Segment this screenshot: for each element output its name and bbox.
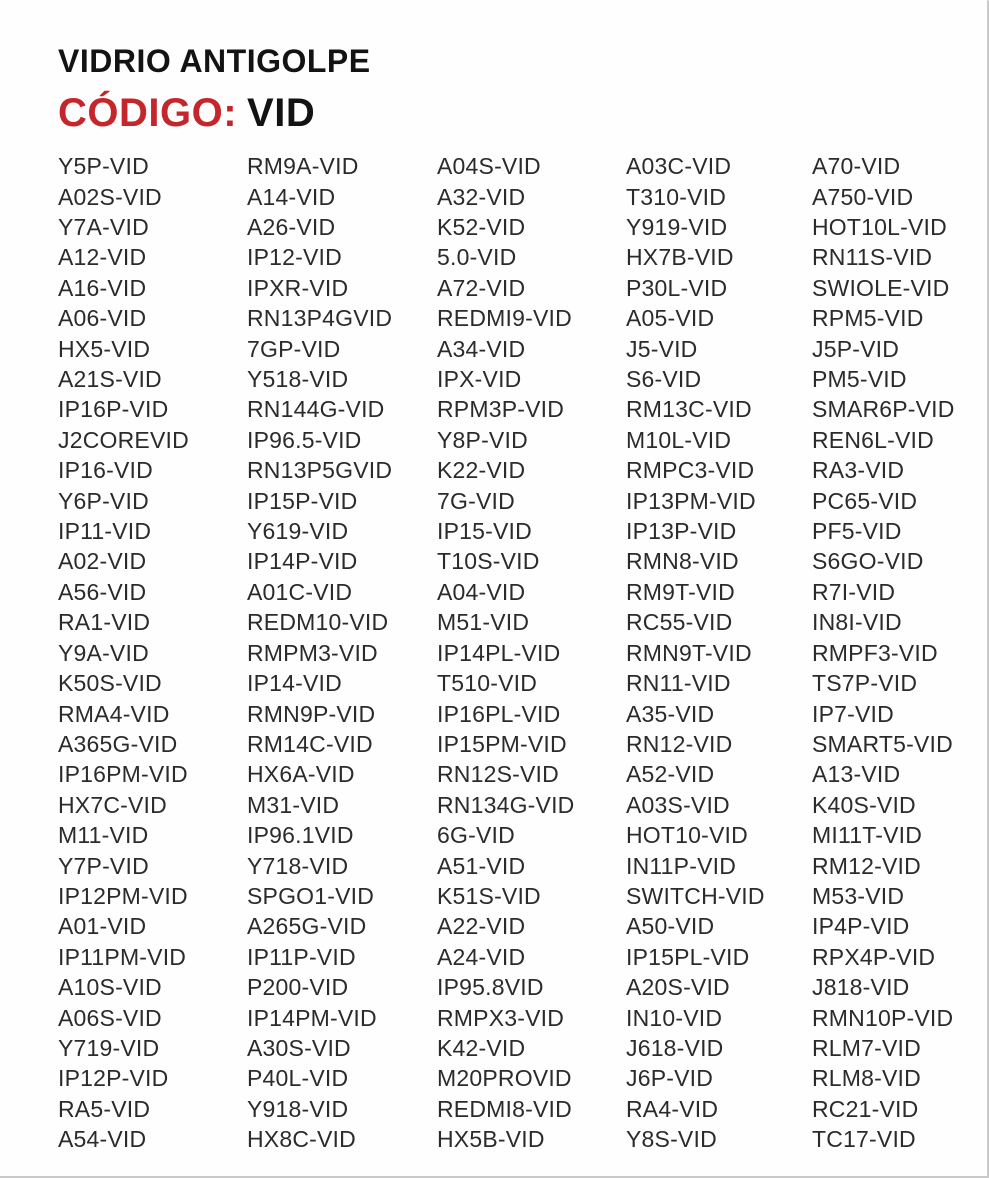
code-item: REDMI8-VID — [437, 1095, 572, 1122]
code-item: IP11P-VID — [247, 943, 356, 970]
code-label: CÓDIGO: — [58, 91, 238, 136]
code-item: IP15-VID — [437, 518, 532, 545]
code-item: K50S-VID — [58, 670, 162, 697]
code-item: A26-VID — [247, 214, 336, 240]
code-item: HX5B-VID — [437, 1126, 545, 1153]
code-item: IP12PM-VID — [58, 882, 188, 909]
code-item: Y619-VID — [247, 518, 349, 545]
code-item: A13-VID — [812, 761, 901, 788]
code-item: P40L-VID — [247, 1065, 349, 1092]
code-heading — [58, 91, 987, 136]
code-column-3 — [437, 151, 626, 1154]
code-item: J5P-VID — [812, 335, 900, 362]
code-item: A54-VID — [58, 1126, 147, 1153]
code-item: IP11PM-VID — [58, 943, 187, 970]
code-item: A14-VID — [247, 183, 336, 210]
code-item: 7G-VID — [437, 487, 515, 514]
code-item: IP95.8VID — [437, 974, 544, 1001]
code-item: Y919-VID — [626, 214, 728, 240]
code-item: HX8C-VID — [247, 1126, 356, 1153]
code-item: RLM8-VID — [812, 1065, 921, 1092]
code-item: IP15P-VID — [247, 487, 358, 514]
code-item: A06-VID — [58, 305, 147, 332]
code-item: Y7P-VID — [58, 852, 149, 879]
code-item: IP14PL-VID — [437, 639, 561, 666]
code-item: 7GP-VID — [247, 335, 341, 362]
code-item: HX6A-VID — [247, 761, 355, 788]
code-item: RMPX3-VID — [437, 1004, 565, 1031]
code-item: A24-VID — [437, 943, 526, 970]
code-item: Y918-VID — [247, 1095, 349, 1122]
code-item: A04S-VID — [437, 153, 541, 180]
code-item: RM9T-VID — [626, 578, 735, 605]
code-item: RC55-VID — [626, 609, 733, 636]
code-item: RMN10P-VID — [812, 1004, 954, 1031]
code-item: RN12-VID — [626, 730, 733, 757]
code-item: IP4P-VID — [812, 913, 910, 940]
code-item: IN11P-VID — [626, 852, 737, 879]
code-item: IP15PM-VID — [437, 730, 567, 757]
code-item: A51-VID — [437, 852, 526, 879]
code-item: K42-VID — [437, 1034, 526, 1061]
code-item: RM9A-VID — [247, 153, 359, 180]
code-item: J5-VID — [626, 335, 698, 362]
code-item: RM14C-VID — [247, 730, 373, 757]
codes-grid — [58, 151, 987, 1154]
code-item: HOT10L-VID — [812, 214, 947, 240]
code-item: Y718-VID — [247, 852, 349, 879]
code-item: RPX4P-VID — [812, 943, 936, 970]
code-item: RMN9T-VID — [626, 639, 752, 666]
code-item: Y8S-VID — [626, 1126, 717, 1153]
code-column-4 — [626, 151, 812, 1154]
code-item: T10S-VID — [437, 548, 540, 575]
code-item: MI11T-VID — [812, 822, 923, 849]
code-item: J618-VID — [626, 1034, 724, 1061]
code-item: IP12-VID — [247, 244, 342, 271]
code-item: A30S-VID — [247, 1034, 351, 1061]
code-item: A32-VID — [437, 183, 526, 210]
code-item: SPGO1-VID — [247, 882, 375, 909]
code-item: J6P-VID — [626, 1065, 714, 1092]
code-item: A03S-VID — [626, 791, 730, 818]
code-item: M53-VID — [812, 882, 905, 909]
code-item: A01C-VID — [247, 578, 353, 605]
code-item: IP16PM-VID — [58, 761, 188, 788]
code-item: IP14P-VID — [247, 548, 358, 575]
code-item: RA3-VID — [812, 457, 905, 484]
code-item: P200-VID — [247, 974, 349, 1001]
code-item: RN11S-VID — [812, 244, 933, 271]
code-item: RA1-VID — [58, 609, 151, 636]
code-item: A750-VID — [812, 183, 914, 210]
code-item: 6G-VID — [437, 822, 515, 849]
code-item: SWIOLE-VID — [812, 274, 950, 301]
page-title: VIDRIO ANTIGOLPE — [58, 43, 371, 79]
code-item: IP96.5-VID — [247, 426, 362, 453]
code-item: IPX-VID — [437, 366, 522, 393]
code-item: REN6L-VID — [812, 426, 934, 453]
code-item: PF5-VID — [812, 518, 902, 545]
code-item: IP15PL-VID — [626, 943, 750, 970]
code-item: RA5-VID — [58, 1095, 151, 1122]
code-item: RMPM3-VID — [247, 639, 378, 666]
code-item: Y5P-VID — [58, 153, 149, 180]
code-item: IP13PM-VID — [626, 487, 756, 514]
code-item: RC21-VID — [812, 1095, 919, 1122]
code-item: A03C-VID — [626, 153, 732, 180]
code-item: IP13P-VID — [626, 518, 737, 545]
code-item: RN11-VID — [626, 670, 731, 697]
code-item: RMN8-VID — [626, 548, 739, 575]
code-item: IP96.1VID — [247, 822, 354, 849]
code-item: Y7A-VID — [58, 214, 149, 240]
code-item: M31-VID — [247, 791, 340, 818]
code-item: A22-VID — [437, 913, 526, 940]
code-item: A20S-VID — [626, 974, 730, 1001]
code-item: HX7C-VID — [58, 791, 167, 818]
code-item: IN8I-VID — [812, 609, 902, 636]
code-item: RMPC3-VID — [626, 457, 755, 484]
code-item: A70-VID — [812, 153, 901, 180]
code-item: Y9A-VID — [58, 639, 149, 666]
code-item: IPXR-VID — [247, 274, 349, 301]
code-item: A365G-VID — [58, 730, 178, 757]
code-item: A35-VID — [626, 700, 715, 727]
code-item: A21S-VID — [58, 366, 162, 393]
code-item: RA4-VID — [626, 1095, 719, 1122]
code-item: IP16P-VID — [58, 396, 169, 423]
code-item: IP12P-VID — [58, 1065, 169, 1092]
code-item: A05-VID — [626, 305, 715, 332]
code-item: M10L-VID — [626, 426, 732, 453]
code-item: M11-VID — [58, 822, 149, 849]
code-value: VID — [247, 91, 316, 136]
code-item: HX7B-VID — [626, 244, 734, 271]
code-item: A02-VID — [58, 548, 147, 575]
code-item: A04-VID — [437, 578, 526, 605]
code-item: REDM10-VID — [247, 609, 389, 636]
code-item: 5.0-VID — [437, 244, 517, 271]
code-item: A72-VID — [437, 274, 526, 301]
code-item: HOT10-VID — [626, 822, 748, 849]
code-item: R7I-VID — [812, 578, 896, 605]
code-item: IP14PM-VID — [247, 1004, 377, 1031]
code-item: RM13C-VID — [626, 396, 752, 423]
code-item: T310-VID — [626, 183, 727, 210]
code-item: K22-VID — [437, 457, 526, 484]
code-item: M20PROVID — [437, 1065, 572, 1092]
code-item: RLM7-VID — [812, 1034, 921, 1061]
code-item: RN144G-VID — [247, 396, 385, 423]
code-item: RPM5-VID — [812, 305, 924, 332]
code-item: A56-VID — [58, 578, 147, 605]
code-item: S6-VID — [626, 366, 702, 393]
code-column-5 — [812, 151, 987, 1154]
code-item: K52-VID — [437, 214, 526, 240]
code-item: K51S-VID — [437, 882, 541, 909]
code-item: IN10-VID — [626, 1004, 723, 1031]
code-item: Y6P-VID — [58, 487, 149, 514]
code-item: IP14-VID — [247, 670, 342, 697]
code-item: RMA4-VID — [58, 700, 170, 727]
code-item: SMAR6P-VID — [812, 396, 955, 423]
code-item: A12-VID — [58, 244, 147, 271]
code-item: RN13P4GVID — [247, 305, 393, 332]
code-item: A02S-VID — [58, 183, 162, 210]
code-item: Y719-VID — [58, 1034, 160, 1061]
code-item: SWITCH-VID — [626, 882, 765, 909]
code-item: A265G-VID — [247, 913, 367, 940]
code-item: K40S-VID — [812, 791, 916, 818]
code-item: SMART5-VID — [812, 730, 953, 757]
code-item: P30L-VID — [626, 274, 728, 301]
code-item: RN134G-VID — [437, 791, 575, 818]
code-item: A34-VID — [437, 335, 526, 362]
code-item: IP16-VID — [58, 457, 153, 484]
code-item: M51-VID — [437, 609, 530, 636]
code-item: T510-VID — [437, 670, 538, 697]
code-item: RPM3P-VID — [437, 396, 565, 423]
code-item: Y518-VID — [247, 366, 349, 393]
code-column-1 — [58, 151, 247, 1154]
code-item: REDMI9-VID — [437, 305, 572, 332]
code-item: RMPF3-VID — [812, 639, 938, 666]
code-item: A16-VID — [58, 274, 147, 301]
code-item: Y8P-VID — [437, 426, 528, 453]
code-item: PC65-VID — [812, 487, 918, 514]
code-item: S6GO-VID — [812, 548, 924, 575]
code-item: RN12S-VID — [437, 761, 559, 788]
code-item: HX5-VID — [58, 335, 151, 362]
code-item: IP16PL-VID — [437, 700, 561, 727]
code-item: A06S-VID — [58, 1004, 162, 1031]
code-item: A01-VID — [58, 913, 147, 940]
code-column-2 — [247, 151, 437, 1154]
code-item: TC17-VID — [812, 1126, 916, 1153]
code-item: RMN9P-VID — [247, 700, 376, 727]
code-item: IP7-VID — [812, 700, 894, 727]
code-item: RN13P5GVID — [247, 457, 393, 484]
code-item: A50-VID — [626, 913, 715, 940]
code-item: PM5-VID — [812, 366, 907, 393]
code-item: J2COREVID — [58, 426, 189, 453]
code-item: A10S-VID — [58, 974, 162, 1001]
code-item: RM12-VID — [812, 852, 921, 879]
code-item: IP11-VID — [58, 518, 152, 545]
code-item: TS7P-VID — [812, 670, 918, 697]
code-item: A52-VID — [626, 761, 715, 788]
code-item: J818-VID — [812, 974, 910, 1001]
